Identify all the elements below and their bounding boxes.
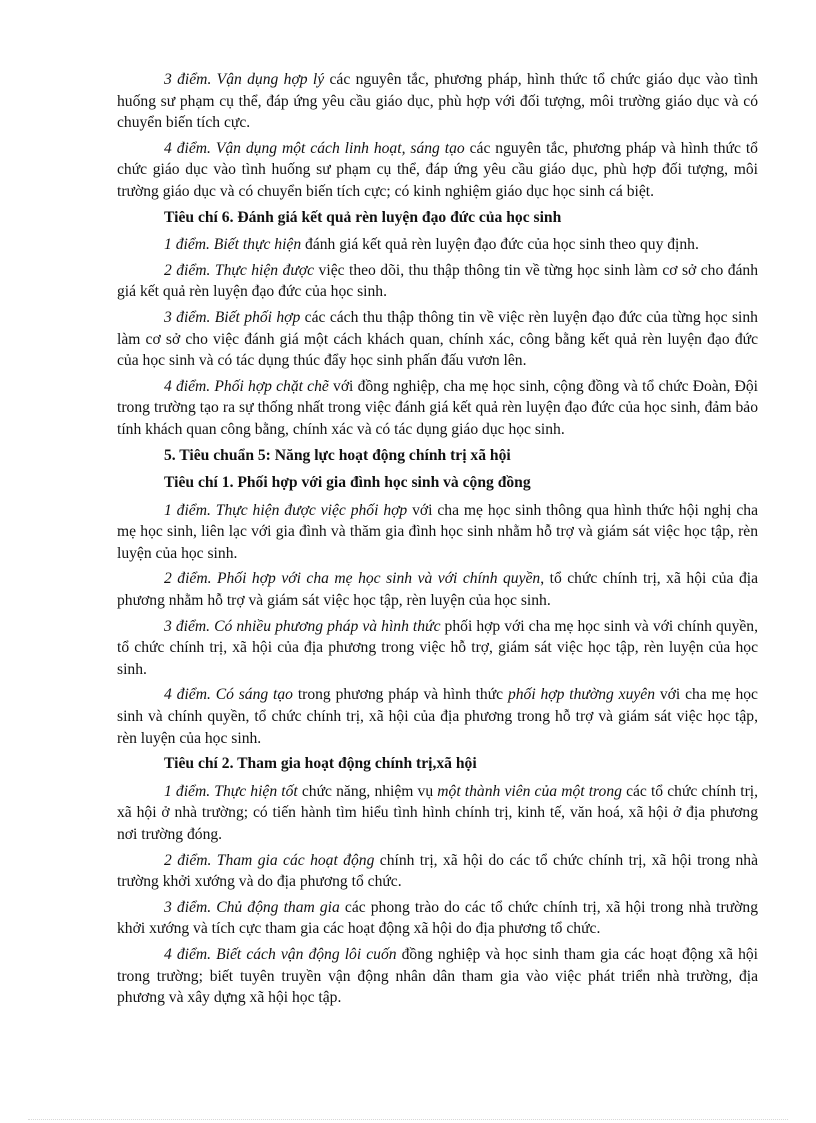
section-heading [117,445,758,467]
criterion-paragraph [117,781,758,846]
document-body [117,69,758,1013]
criterion-paragraph [117,684,758,749]
criterion-paragraph [117,944,758,1009]
emphasized-text: 3 điểm. Chủ động tham gia [164,898,340,916]
criterion-paragraph [117,897,758,940]
section-heading [117,472,758,494]
paragraph-text: đồng nghiệp và học sinh tham gia các hoạt động xã hội trong trường; biết tuyên truyền vận động nhân dân tham gia vào việc phát triển nhà trường, địa phương và xây dựng xã hội học tập. [117,945,758,1007]
paragraph-text: đánh giá kết quả rèn luyện đạo đức của học sinh theo quy định. [301,236,699,254]
paragraph-text: Tiêu chí 2. Tham gia hoạt động chính trị,xã hội [164,755,477,773]
paragraph-text: Tiêu chí 6. Đánh giá kết quả rèn luyện đạo đức của học sinh [164,208,562,226]
criterion-paragraph [117,234,758,256]
emphasized-text: 3 điểm. Vận dụng hợp lý [164,71,325,88]
emphasized-text: 1 điểm. Biết thực hiện [164,236,302,254]
emphasized-text: 4 điểm. Phối hợp chặt chẽ [164,377,329,395]
paragraph-text: phối hợp với cha mẹ học sinh và với chính quyền, tổ chức chính trị, xã hội của địa phương trong việc hỗ trợ, giám sát việc học tập, rèn luyện của học sinh. [117,617,758,678]
paragraph-text: với cha mẹ học sinh thông qua hình thức hội nghị cha mẹ học sinh, liên lạc với gia đình và thăm gia đình học sinh nhằm hỗ trợ và giám sát việc học tập, rèn luyện của học sinh. [117,501,758,562]
paragraph-text: chức năng, nhiệm vụ [297,782,438,800]
paragraph-text: , tổ chức chính trị, xã hội của địa phương nhằm hỗ trợ và giám sát việc học tập, rèn luyện của học sinh. [117,570,758,610]
emphasized-text: 4 điểm. Có sáng tạo [164,686,293,704]
emphasized-text: một thành viên của một trong [437,782,622,800]
paragraph-text: việc theo dõi, thu thập thông tin về từng học sinh làm cơ sở cho đánh giá kết quả rèn luyện đạo đức của học sinh. [117,261,759,301]
paragraph-text: trong phương pháp và hình thức [292,686,508,704]
criterion-paragraph [117,307,758,372]
paragraph-text: với cha mẹ học sinh và chính quyền, tổ chức chính trị, xã hội của địa phương trong hỗ trợ và giám sát việc học tập, rèn luyện của học sinh. [117,686,758,747]
paragraph-text: các cách thu thập thông tin về việc rèn luyện đạo đức của từng học sinh làm cơ sở cho việc đánh giá một cách khách quan, chính xác, công bằng kết quả rèn luyện đạo đức của học sinh và có tác dụng thúc đẩy học sinh phấn đấu vươn lên. [117,308,758,370]
criterion-paragraph [117,500,758,565]
criterion-paragraph [117,260,758,303]
emphasized-text: 1 điểm. Thực hiện tốt [164,782,298,800]
emphasized-text: 2 điểm. Thực hiện được [164,261,315,279]
emphasized-text: 4 điểm. Biết cách vận động lôi cuốn [164,945,397,963]
paragraph-text: các phong trào do các tổ chức chính trị, xã hội trong nhà trường khởi xướng và tích cực tham gia các hoạt động xã hội do địa phương tổ chức. [117,898,759,938]
criterion-paragraph [117,568,758,611]
emphasized-text: 3 điểm. Có nhiều phương pháp và hình thức [164,617,441,635]
paragraph-text: chính trị, xã hội do các tổ chức chính trị, xã hội trong nhà trường khởi xướng và do địa phương tổ chức. [117,851,758,891]
paragraph-text: các tổ chức chính trị, xã hội ở nhà trường; có tiến hành tìm hiểu tình hình chính trị, kinh tế, văn hoá, xã hội ở địa phương nơi trường đóng. [117,782,758,843]
emphasized-text: phối hợp thường xuyên [507,686,656,704]
criterion-paragraph [117,376,758,441]
emphasized-text: 2 điểm. Phối hợp với cha mẹ học sinh và với chính quyền [164,570,541,588]
section-heading [117,207,758,229]
criterion-paragraph [117,850,758,893]
criterion-paragraph [117,69,758,134]
paragraph-text: Tiêu chí 1. Phối hợp với gia đình học sinh và cộng đồng [164,474,531,492]
emphasized-text: 3 điểm. Biết phối hợp [164,308,301,326]
criterion-paragraph [117,138,758,203]
criterion-paragraph [117,616,758,681]
paragraph-text: các nguyên tắc, phương pháp và hình thức tổ chức giáo dục vào tình huống sư phạm cụ thể, đáp ứng yêu cầu giáo dục, phù hợp đối tượng, môi trường giáo dục và có chuyển biến tích cực; có kinh nghiệm giáo dục học sinh cá biệt. [117,139,758,200]
paragraph-text: với đồng nghiệp, cha mẹ học sinh, cộng đồng và tổ chức Đoàn, Đội trong trường tạo ra sự thống nhất trong việc đánh giá kết quả rèn luyện đạo đức của học sinh, đảm bảo tính khách quan công bằng, chính xác và có tác dụng giáo dục học sinh. [117,377,758,438]
section-heading [117,753,758,775]
paragraph-text: các nguyên tắc, phương pháp, hình thức tổ chức giáo dục vào tình huống sư phạm cụ thể, đáp ứng yêu cầu giáo dục, phù hợp với đối tượng, môi trường giáo dục và có chuyển biến tích cực. [117,71,758,132]
paragraph-text: 5. Tiêu chuẩn 5: Năng lực hoạt động chính trị xã hội [164,446,511,464]
emphasized-text: 2 điểm. Tham gia các hoạt động [164,851,375,869]
page-bottom-divider [28,1119,788,1120]
emphasized-text: 1 điểm. Thực hiện được việc phối hợp [164,501,408,519]
emphasized-text: 4 điểm. Vận dụng một cách linh hoạt, sáng tạo [164,139,465,157]
